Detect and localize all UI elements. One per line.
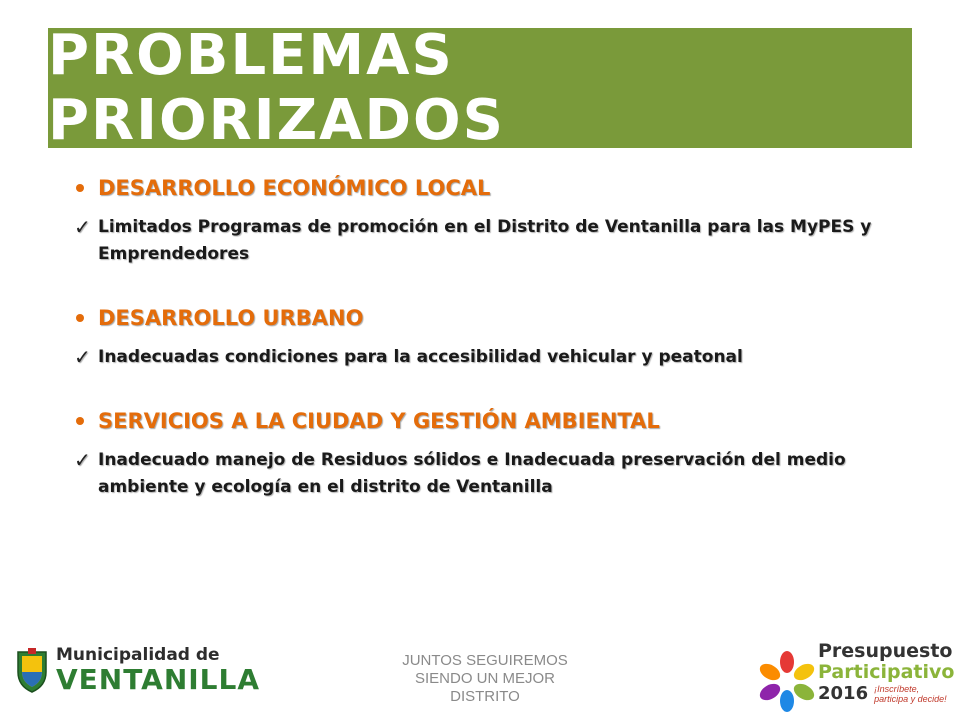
bullet-dot-icon xyxy=(76,314,84,322)
pp-line-2: Participativo xyxy=(818,661,955,683)
section-detail: Limitados Programas de promoción en el Distrito de Ventanilla para las MyPES y Emprendedores xyxy=(98,217,872,264)
bullet-row xyxy=(74,172,904,204)
slogan xyxy=(380,652,590,706)
footer xyxy=(0,636,960,720)
municipality-text xyxy=(56,644,261,696)
slogan-line-2: SIENDO UN MEJOR DISTRITO xyxy=(414,670,555,705)
bullet-row xyxy=(74,302,904,334)
crest-icon xyxy=(14,646,50,694)
section-heading: DESARROLLO ECONÓMICO LOCAL xyxy=(98,176,491,200)
bullet-dot-icon xyxy=(76,184,84,192)
section-heading: SERVICIOS A LA CIUDAD Y GESTIÓN AMBIENTAL xyxy=(98,409,660,433)
section-urban xyxy=(74,302,904,371)
pp-line-1: Presupuesto xyxy=(818,640,953,662)
checkmark-icon: ✓ xyxy=(74,448,91,472)
problems-list xyxy=(74,172,904,535)
participatory-budget-logo xyxy=(756,640,955,718)
municipality-logo xyxy=(14,646,260,694)
check-row xyxy=(74,214,904,268)
title-banner xyxy=(48,23,912,153)
pp-text xyxy=(818,642,954,704)
section-detail: Inadecuadas condiciones para la accesibilidad vehicular y peatonal xyxy=(98,347,743,367)
slogan-line-1: JUNTOS SEGUIREMOS xyxy=(402,652,568,669)
checkmark-icon: ✓ xyxy=(74,215,91,239)
checkmark-icon: ✓ xyxy=(74,345,91,369)
pp-year: 2016 xyxy=(818,683,869,704)
section-heading: DESARROLLO URBANO xyxy=(98,306,364,330)
bullet-dot-icon xyxy=(76,417,84,425)
check-row xyxy=(74,344,904,371)
municipality-top: Municipalidad de xyxy=(56,644,220,665)
check-row xyxy=(74,447,904,501)
municipality-name: VENTANILLA xyxy=(56,662,261,696)
section-environment xyxy=(74,405,904,501)
section-economic xyxy=(74,172,904,268)
pp-tagline: ¡Inscríbete, participa y decide! xyxy=(874,684,947,704)
section-detail: Inadecuado manejo de Residuos sólidos e Inadecuada preservación del medio ambiente y ecología en el distrito de Ventanilla xyxy=(98,450,846,497)
pp-row xyxy=(818,684,954,704)
bullet-row xyxy=(74,405,904,437)
slide-title: PROBLEMAS PRIORIZADOS xyxy=(48,23,505,153)
hands-circle-icon xyxy=(756,650,818,712)
